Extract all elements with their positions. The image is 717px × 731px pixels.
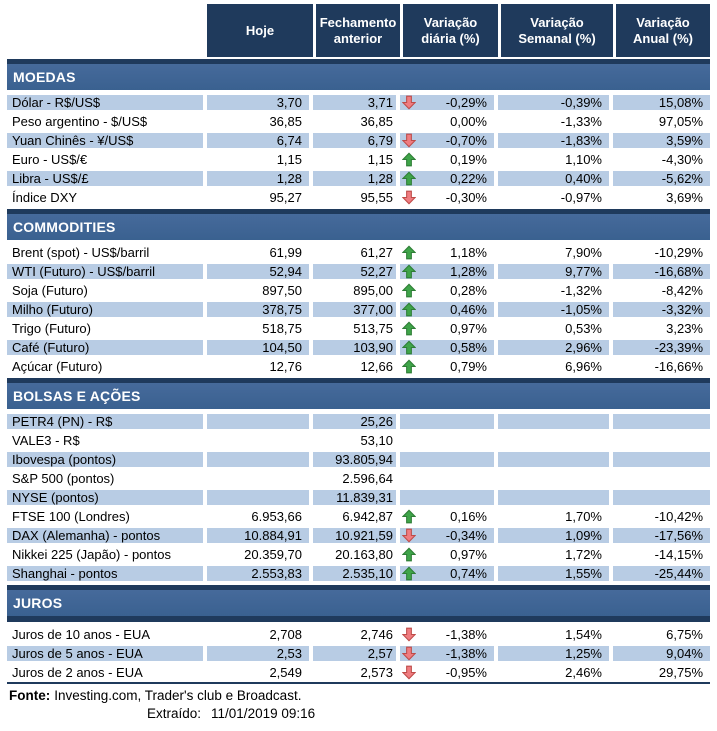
daily-variation-value: -1,38% bbox=[445, 646, 487, 661]
cell-variacao-anual: 29,75% bbox=[658, 665, 703, 680]
cell-label: S&P 500 (pontos) bbox=[7, 471, 207, 486]
no-arrow-placeholder bbox=[402, 452, 417, 467]
cell-variacao-semanal: -1,33% bbox=[498, 114, 613, 129]
daily-variation-value: -1,38% bbox=[445, 627, 487, 642]
down-arrow-icon bbox=[402, 528, 417, 543]
cell-variacao-semanal bbox=[498, 452, 613, 467]
table-row bbox=[7, 112, 710, 131]
table-row bbox=[7, 319, 710, 338]
cell-variacao-semanal: -0,39% bbox=[498, 95, 613, 110]
cell-variacao-diaria bbox=[400, 566, 498, 581]
cell-variacao-semanal: -1,83% bbox=[498, 133, 613, 148]
cell-fechamento-anterior: 895,00 bbox=[313, 283, 400, 298]
cell-variacao-diaria bbox=[400, 490, 498, 505]
cell-variacao-anual: -3,32% bbox=[661, 302, 703, 317]
daily-variation-value: 0,74% bbox=[450, 566, 487, 581]
source-line bbox=[7, 687, 710, 705]
cell-hoje: 897,50 bbox=[207, 283, 313, 298]
daily-variation-value: 0,97% bbox=[450, 547, 487, 562]
cell-hoje bbox=[207, 433, 313, 448]
up-arrow-icon bbox=[402, 566, 417, 581]
cell-hoje: 3,70 bbox=[207, 95, 313, 110]
table-row bbox=[7, 507, 710, 526]
header-variacao-anual: Variação Anual (%) bbox=[613, 4, 710, 57]
table-row bbox=[7, 338, 710, 357]
cell-variacao-diaria bbox=[400, 452, 498, 467]
cell-variacao-diaria bbox=[400, 359, 498, 374]
daily-variation-value: -0,29% bbox=[445, 95, 487, 110]
market-report-table bbox=[7, 4, 710, 723]
cell-hoje bbox=[207, 490, 313, 505]
cell-variacao-diaria bbox=[400, 283, 498, 298]
cell-fechamento-anterior: 2,57 bbox=[313, 646, 400, 661]
header-variacao-diaria: Variação diária (%) bbox=[400, 4, 498, 57]
table-row bbox=[7, 243, 710, 262]
cell-label: Trigo (Futuro) bbox=[7, 321, 207, 336]
cell-variacao-diaria bbox=[400, 264, 498, 279]
cell-fechamento-anterior: 36,85 bbox=[313, 114, 400, 129]
cell-hoje: 6,74 bbox=[207, 133, 313, 148]
up-arrow-icon bbox=[402, 340, 417, 355]
cell-hoje: 378,75 bbox=[207, 302, 313, 317]
header-variacao-semanal: Variação Semanal (%) bbox=[498, 4, 613, 57]
cell-variacao-diaria bbox=[400, 646, 498, 661]
cell-variacao-semanal: 1,10% bbox=[498, 152, 613, 167]
cell-variacao-anual: 3,59% bbox=[666, 133, 703, 148]
cell-hoje: 518,75 bbox=[207, 321, 313, 336]
cell-variacao-semanal: 0,53% bbox=[498, 321, 613, 336]
cell-label: DAX (Alemanha) - pontos bbox=[7, 528, 207, 543]
cell-variacao-anual bbox=[613, 452, 710, 467]
cell-hoje bbox=[207, 471, 313, 486]
cell-label: Soja (Futuro) bbox=[7, 283, 207, 298]
source-text: Investing.com, Trader's club e Broadcast. bbox=[54, 688, 302, 703]
cell-label: Shanghai - pontos bbox=[7, 566, 207, 581]
cell-label: Nikkei 225 (Japão) - pontos bbox=[7, 547, 207, 562]
daily-variation-value: -0,34% bbox=[445, 528, 487, 543]
cell-fechamento-anterior: 1,15 bbox=[313, 152, 400, 167]
cell-fechamento-anterior: 2.535,10 bbox=[313, 566, 400, 581]
section-band-juros: JUROS bbox=[7, 585, 710, 622]
section-band-bolsas-e-acoes: BOLSAS E AÇÕES bbox=[7, 378, 710, 409]
cell-label: Brent (spot) - US$/barril bbox=[7, 245, 207, 260]
cell-fechamento-anterior: 20.163,80 bbox=[313, 547, 400, 562]
cell-variacao-diaria bbox=[400, 95, 498, 110]
cell-label: Ibovespa (pontos) bbox=[7, 452, 207, 467]
up-arrow-icon bbox=[402, 245, 417, 260]
cell-fechamento-anterior: 103,90 bbox=[313, 340, 400, 355]
table-row bbox=[7, 488, 710, 507]
header-empty-cell bbox=[7, 4, 207, 57]
cell-label: FTSE 100 (Londres) bbox=[7, 509, 207, 524]
down-arrow-icon bbox=[402, 95, 417, 110]
cell-variacao-semanal: 9,77% bbox=[498, 264, 613, 279]
header-hoje: Hoje bbox=[207, 4, 313, 57]
table-row bbox=[7, 281, 710, 300]
table-row bbox=[7, 188, 710, 207]
cell-variacao-anual: 6,75% bbox=[666, 627, 703, 642]
up-arrow-icon bbox=[402, 283, 417, 298]
down-arrow-icon bbox=[402, 190, 417, 205]
cell-variacao-semanal: 2,96% bbox=[498, 340, 613, 355]
cell-fechamento-anterior: 6,79 bbox=[313, 133, 400, 148]
cell-fechamento-anterior: 2.596,64 bbox=[313, 471, 400, 486]
table-row bbox=[7, 469, 710, 488]
cell-label: NYSE (pontos) bbox=[7, 490, 207, 505]
cell-hoje: 2,708 bbox=[207, 627, 313, 642]
cell-variacao-diaria bbox=[400, 114, 498, 129]
table-row bbox=[7, 663, 710, 682]
up-arrow-icon bbox=[402, 152, 417, 167]
no-arrow-placeholder bbox=[402, 471, 417, 486]
cell-hoje: 52,94 bbox=[207, 264, 313, 279]
cell-variacao-semanal bbox=[498, 471, 613, 486]
cell-variacao-semanal bbox=[498, 414, 613, 429]
cell-variacao-diaria bbox=[400, 433, 498, 448]
up-arrow-icon bbox=[402, 302, 417, 317]
no-arrow-placeholder bbox=[402, 433, 417, 448]
cell-variacao-semanal: 1,55% bbox=[498, 566, 613, 581]
cell-hoje: 1,28 bbox=[207, 171, 313, 186]
down-arrow-icon bbox=[402, 665, 417, 680]
cell-variacao-semanal: 1,09% bbox=[498, 528, 613, 543]
cell-variacao-anual: 3,69% bbox=[666, 190, 703, 205]
cell-variacao-anual: -10,29% bbox=[654, 245, 703, 260]
cell-variacao-diaria bbox=[400, 321, 498, 336]
extraction-line bbox=[7, 705, 710, 723]
daily-variation-value: -0,70% bbox=[445, 133, 487, 148]
daily-variation-value: 0,22% bbox=[450, 171, 487, 186]
cell-fechamento-anterior: 11.839,31 bbox=[313, 490, 400, 505]
cell-label: Juros de 5 anos - EUA bbox=[7, 646, 207, 661]
daily-variation-value: 1,18% bbox=[450, 245, 487, 260]
cell-variacao-anual: -14,15% bbox=[654, 547, 703, 562]
cell-variacao-diaria bbox=[400, 414, 498, 429]
cell-variacao-anual: -17,56% bbox=[654, 528, 703, 543]
cell-fechamento-anterior: 377,00 bbox=[313, 302, 400, 317]
cell-variacao-anual: -25,44% bbox=[654, 566, 703, 581]
cell-label: Índice DXY bbox=[7, 190, 207, 205]
cell-variacao-anual: -23,39% bbox=[654, 340, 703, 355]
cell-variacao-anual: 97,05% bbox=[658, 114, 703, 129]
cell-variacao-anual: -4,30% bbox=[661, 152, 703, 167]
table-row bbox=[7, 300, 710, 319]
cell-fechamento-anterior: 2,746 bbox=[313, 627, 400, 642]
cell-label: Juros de 2 anos - EUA bbox=[7, 665, 207, 680]
cell-variacao-anual: -5,62% bbox=[661, 171, 703, 186]
cell-fechamento-anterior: 10.921,59 bbox=[313, 528, 400, 543]
no-arrow-placeholder bbox=[402, 414, 417, 429]
cell-hoje: 95,27 bbox=[207, 190, 313, 205]
cell-variacao-diaria bbox=[400, 471, 498, 486]
source-label: Fonte: bbox=[9, 688, 51, 703]
cell-variacao-semanal: 7,90% bbox=[498, 245, 613, 260]
table-header bbox=[7, 4, 710, 57]
cell-fechamento-anterior: 1,28 bbox=[313, 171, 400, 186]
cell-hoje: 2,549 bbox=[207, 665, 313, 680]
cell-variacao-diaria bbox=[400, 171, 498, 186]
section-band-commodities: COMMODITIES bbox=[7, 209, 710, 240]
daily-variation-value: -0,30% bbox=[445, 190, 487, 205]
up-arrow-icon bbox=[402, 359, 417, 374]
cell-variacao-diaria bbox=[400, 245, 498, 260]
table-row bbox=[7, 93, 710, 112]
table-row bbox=[7, 150, 710, 169]
cell-fechamento-anterior: 61,27 bbox=[313, 245, 400, 260]
cell-fechamento-anterior: 25,26 bbox=[313, 414, 400, 429]
daily-variation-value: 0,19% bbox=[450, 152, 487, 167]
cell-variacao-anual: -16,68% bbox=[654, 264, 703, 279]
cell-hoje: 104,50 bbox=[207, 340, 313, 355]
cell-label: VALE3 - R$ bbox=[7, 433, 207, 448]
cell-hoje: 20.359,70 bbox=[207, 547, 313, 562]
daily-variation-value: 0,79% bbox=[450, 359, 487, 374]
cell-hoje: 2,53 bbox=[207, 646, 313, 661]
cell-label: PETR4 (PN) - R$ bbox=[7, 414, 207, 429]
cell-variacao-anual: -8,42% bbox=[661, 283, 703, 298]
cell-label: WTI (Futuro) - US$/barril bbox=[7, 264, 207, 279]
up-arrow-icon bbox=[402, 509, 417, 524]
cell-hoje: 6.953,66 bbox=[207, 509, 313, 524]
cell-variacao-semanal: 1,54% bbox=[498, 627, 613, 642]
cell-variacao-semanal: -0,97% bbox=[498, 190, 613, 205]
header-fechamento-anterior: Fechamento anterior bbox=[313, 4, 400, 57]
cell-variacao-diaria bbox=[400, 547, 498, 562]
cell-variacao-semanal bbox=[498, 433, 613, 448]
cell-label: Juros de 10 anos - EUA bbox=[7, 627, 207, 642]
cell-fechamento-anterior: 2,573 bbox=[313, 665, 400, 680]
cell-variacao-anual: 9,04% bbox=[666, 646, 703, 661]
cell-label: Yuan Chinês - ¥/US$ bbox=[7, 133, 207, 148]
daily-variation-value: 0,16% bbox=[450, 509, 487, 524]
cell-hoje: 36,85 bbox=[207, 114, 313, 129]
table-row bbox=[7, 564, 710, 583]
table-row bbox=[7, 431, 710, 450]
cell-hoje: 61,99 bbox=[207, 245, 313, 260]
cell-variacao-diaria bbox=[400, 340, 498, 355]
cell-fechamento-anterior: 93.805,94 bbox=[313, 452, 400, 467]
table-row bbox=[7, 262, 710, 281]
table-row bbox=[7, 357, 710, 376]
cell-variacao-diaria bbox=[400, 627, 498, 642]
table-footer bbox=[7, 687, 710, 723]
cell-variacao-anual bbox=[613, 433, 710, 448]
cell-variacao-diaria bbox=[400, 302, 498, 317]
cell-fechamento-anterior: 6.942,87 bbox=[313, 509, 400, 524]
cell-variacao-anual bbox=[613, 471, 710, 486]
no-arrow-placeholder bbox=[402, 490, 417, 505]
up-arrow-icon bbox=[402, 547, 417, 562]
cell-variacao-semanal: 1,25% bbox=[498, 646, 613, 661]
cell-fechamento-anterior: 12,66 bbox=[313, 359, 400, 374]
cell-hoje: 2.553,83 bbox=[207, 566, 313, 581]
extraction-timestamp: 11/01/2019 09:16 bbox=[211, 706, 316, 721]
up-arrow-icon bbox=[402, 171, 417, 186]
cell-variacao-anual: 15,08% bbox=[658, 95, 703, 110]
cell-variacao-anual: 3,23% bbox=[666, 321, 703, 336]
table-bottom-border bbox=[7, 682, 710, 684]
daily-variation-value: 1,28% bbox=[450, 264, 487, 279]
cell-label: Libra - US$/£ bbox=[7, 171, 207, 186]
cell-label: Dólar - R$/US$ bbox=[7, 95, 207, 110]
cell-fechamento-anterior: 3,71 bbox=[313, 95, 400, 110]
cell-variacao-diaria bbox=[400, 152, 498, 167]
cell-variacao-anual bbox=[613, 414, 710, 429]
table-row bbox=[7, 545, 710, 564]
daily-variation-value: 0,46% bbox=[450, 302, 487, 317]
cell-variacao-semanal bbox=[498, 490, 613, 505]
extraction-label: Extraído: bbox=[147, 706, 202, 721]
table-row bbox=[7, 625, 710, 644]
down-arrow-icon bbox=[402, 627, 417, 642]
cell-variacao-anual bbox=[613, 490, 710, 505]
no-arrow-placeholder bbox=[402, 114, 417, 129]
cell-variacao-anual: -16,66% bbox=[654, 359, 703, 374]
cell-label: Açúcar (Futuro) bbox=[7, 359, 207, 374]
cell-hoje: 1,15 bbox=[207, 152, 313, 167]
daily-variation-value: 0,97% bbox=[450, 321, 487, 336]
down-arrow-icon bbox=[402, 133, 417, 148]
cell-label: Euro - US$/€ bbox=[7, 152, 207, 167]
section-band-moedas: MOEDAS bbox=[7, 59, 710, 90]
table-row bbox=[7, 131, 710, 150]
cell-variacao-semanal: 6,96% bbox=[498, 359, 613, 374]
cell-variacao-diaria bbox=[400, 190, 498, 205]
cell-label: Café (Futuro) bbox=[7, 340, 207, 355]
cell-variacao-semanal: 2,46% bbox=[498, 665, 613, 680]
cell-label: Peso argentino - $/US$ bbox=[7, 114, 207, 129]
table-row bbox=[7, 450, 710, 469]
cell-hoje bbox=[207, 414, 313, 429]
cell-variacao-diaria bbox=[400, 528, 498, 543]
cell-variacao-semanal: 1,72% bbox=[498, 547, 613, 562]
cell-fechamento-anterior: 513,75 bbox=[313, 321, 400, 336]
cell-fechamento-anterior: 52,27 bbox=[313, 264, 400, 279]
table-body bbox=[7, 59, 710, 684]
cell-variacao-semanal: -1,05% bbox=[498, 302, 613, 317]
daily-variation-value: 0,28% bbox=[450, 283, 487, 298]
cell-variacao-semanal: 1,70% bbox=[498, 509, 613, 524]
daily-variation-value: 0,00% bbox=[450, 114, 487, 129]
cell-hoje: 12,76 bbox=[207, 359, 313, 374]
cell-label: Milho (Futuro) bbox=[7, 302, 207, 317]
cell-variacao-diaria bbox=[400, 665, 498, 680]
table-row bbox=[7, 526, 710, 545]
daily-variation-value: 0,58% bbox=[450, 340, 487, 355]
cell-variacao-diaria bbox=[400, 133, 498, 148]
down-arrow-icon bbox=[402, 646, 417, 661]
table-row bbox=[7, 412, 710, 431]
up-arrow-icon bbox=[402, 264, 417, 279]
table-row bbox=[7, 169, 710, 188]
cell-hoje bbox=[207, 452, 313, 467]
cell-fechamento-anterior: 53,10 bbox=[313, 433, 400, 448]
cell-hoje: 10.884,91 bbox=[207, 528, 313, 543]
cell-variacao-diaria bbox=[400, 509, 498, 524]
up-arrow-icon bbox=[402, 321, 417, 336]
table-row bbox=[7, 644, 710, 663]
cell-variacao-semanal: 0,40% bbox=[498, 171, 613, 186]
cell-variacao-semanal: -1,32% bbox=[498, 283, 613, 298]
daily-variation-value: -0,95% bbox=[445, 665, 487, 680]
cell-fechamento-anterior: 95,55 bbox=[313, 190, 400, 205]
cell-variacao-anual: -10,42% bbox=[654, 509, 703, 524]
